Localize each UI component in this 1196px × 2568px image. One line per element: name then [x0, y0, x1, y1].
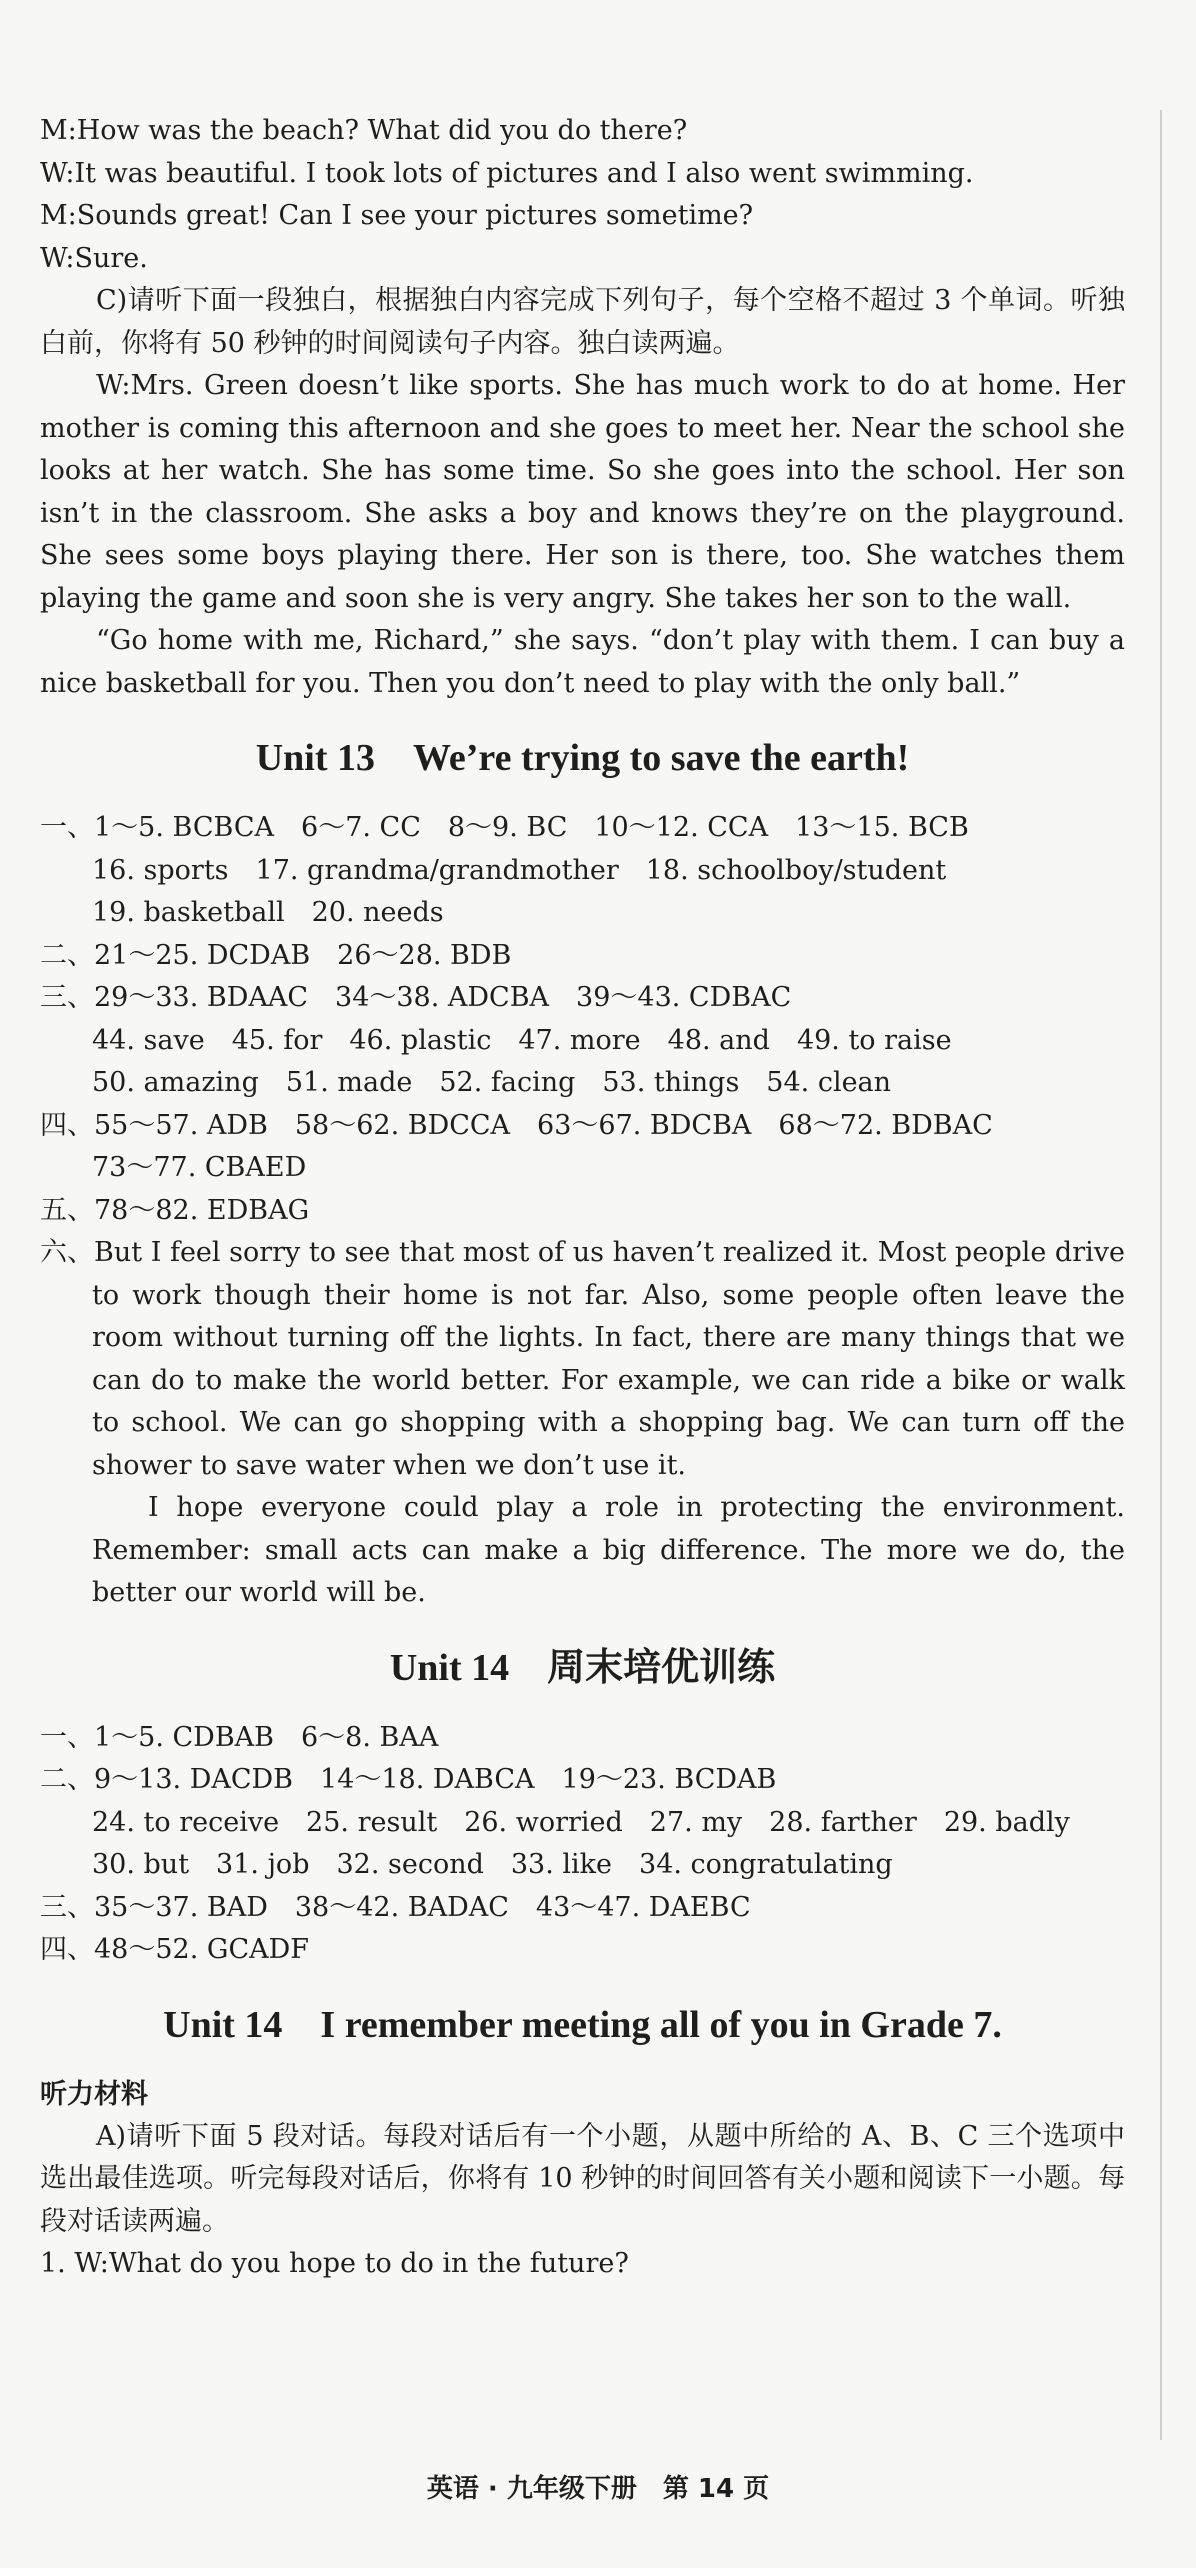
section-a-instruction: A)请听下面 5 段对话。每段对话后有一个小题，从题中所给的 A、B、C 三个选项中选出最佳选项。听完每段对话后，你将有 10 秒钟的时间回答有关小题和阅读下一小题。每段对话读两遍。: [40, 2120, 1125, 2237]
unit14-weekend-title: Unit 14 周末培优训练: [389, 1646, 776, 1689]
unit14-weekend-section3: 三、35～37. BAD 38～42. BADAC 43～47. DAEBC: [40, 1891, 751, 1923]
page-edge-line: [1160, 110, 1162, 2440]
unit14-weekend-section1: 一、1～5. CDBAB 6～8. BAA: [40, 1721, 439, 1753]
unit13-section2: 二、21～25. DCDAB 26～28. BDB: [40, 939, 512, 971]
unit13-section1-line2: 16. sports 17. grandma/grandmother 18. schoolboy/student: [92, 854, 947, 886]
unit13-title: Unit 13 We’re trying to save the earth!: [255, 737, 910, 779]
page-footer: 英语 · 九年级下册 第 14 页: [426, 2474, 770, 2504]
unit13-section4-line2: 73～77. CBAED: [92, 1152, 307, 1183]
unit13-section6-paragraph1: 六、But I feel sorry to see that most of us haven’t realized it. Most people drive to work though their home is not far. Also, some people often leave the room without turning off the lights. In fact, there are many things that we can do to make the world better. For example, we can ride a bike or walk to school. We can go shopping with a shopping bag. We can turn off the shower to save water when we don’t use it.: [40, 1237, 1125, 1481]
unit13-section6-paragraph2: I hope everyone could play a role in protecting the environment. Remember: small acts can make a big difference. The more we do, the better our world will be.: [92, 1492, 1125, 1608]
content: [40, 110, 1125, 2286]
question-1: 1. W:What do you hope to do in the future?: [40, 2248, 629, 2279]
unit13-section3-line3: 50. amazing 51. made 52. facing 53. things 54. clean: [92, 1067, 892, 1098]
unit13-section1-line1: 一、1～5. BCBCA 6～7. CC 8～9. BC 10～12. CCA 13～15. BCB: [40, 812, 969, 843]
section-c-instruction: C)请听下面一段独白，根据独白内容完成下列句子，每个空格不超过 3 个单词。听独白前，你将有 50 秒钟的时间阅读句子内容。独白读两遍。: [40, 285, 1125, 359]
dialogue-line-4: W:Sure.: [40, 242, 148, 274]
unit13-section4-line1: 四、55～57. ADB 58～62. BDCCA 63～67. BDCBA 68～72. BDBAC: [40, 1109, 993, 1141]
unit13-section3-line2: 44. save 45. for 46. plastic 47. more 48. and 49. to raise: [92, 1024, 952, 1056]
unit14-title: Unit 14 I remember meeting all of you in Grade 7.: [163, 2003, 1002, 2046]
dialogue-line-1: M:How was the beach? What did you do there?: [40, 115, 688, 146]
dialogue-line-3: M:Sounds great! Can I see your pictures sometime?: [40, 200, 754, 231]
unit14-weekend-section2-line1: 二、9～13. DACDB 14～18. DABCA 19～23. BCDAB: [40, 1764, 777, 1795]
unit13-section3-line1: 三、29～33. BDAAC 34～38. ADCBA 39～43. CDBAC: [40, 982, 792, 1013]
unit13-section1-line3: 19. basketball 20. needs: [92, 897, 444, 928]
unit14-weekend-section2-line3: 30. but 31. job 32. second 33. like 34. congratulating: [92, 1849, 893, 1880]
unit14-weekend-section4: 四、48～52. GCADF: [40, 1934, 309, 1965]
unit14-weekend-section2-line2: 24. to receive 25. result 26. worried 27. my 28. farther 29. badly: [92, 1806, 1070, 1838]
monologue-paragraph-2: “Go home with me, Richard,” she says. “don’t play with them. I can buy a nice basketball for you. Then you don’t need to play with the only ball.”: [40, 625, 1125, 699]
dialogue-line-2: W:It was beautiful. I took lots of pictures and I also went swimming.: [40, 157, 974, 189]
listening-material-label: 听力材料: [40, 2078, 148, 2110]
monologue-paragraph-1: W:Mrs. Green doesn’t like sports. She has much work to do at home. Her mother is coming this afternoon and she goes to meet her. Near the school she looks at her watch. She has some time. So she goes into the school. Her son isn’t in the classroom. She asks a boy and knows they’re on the playground. She sees some boys playing there. Her son is there, too. She watches them playing the game and soon she is very angry. She takes her son to the wall.: [40, 370, 1125, 614]
unit13-section5: 五、78～82. EDBAG: [40, 1194, 310, 1226]
